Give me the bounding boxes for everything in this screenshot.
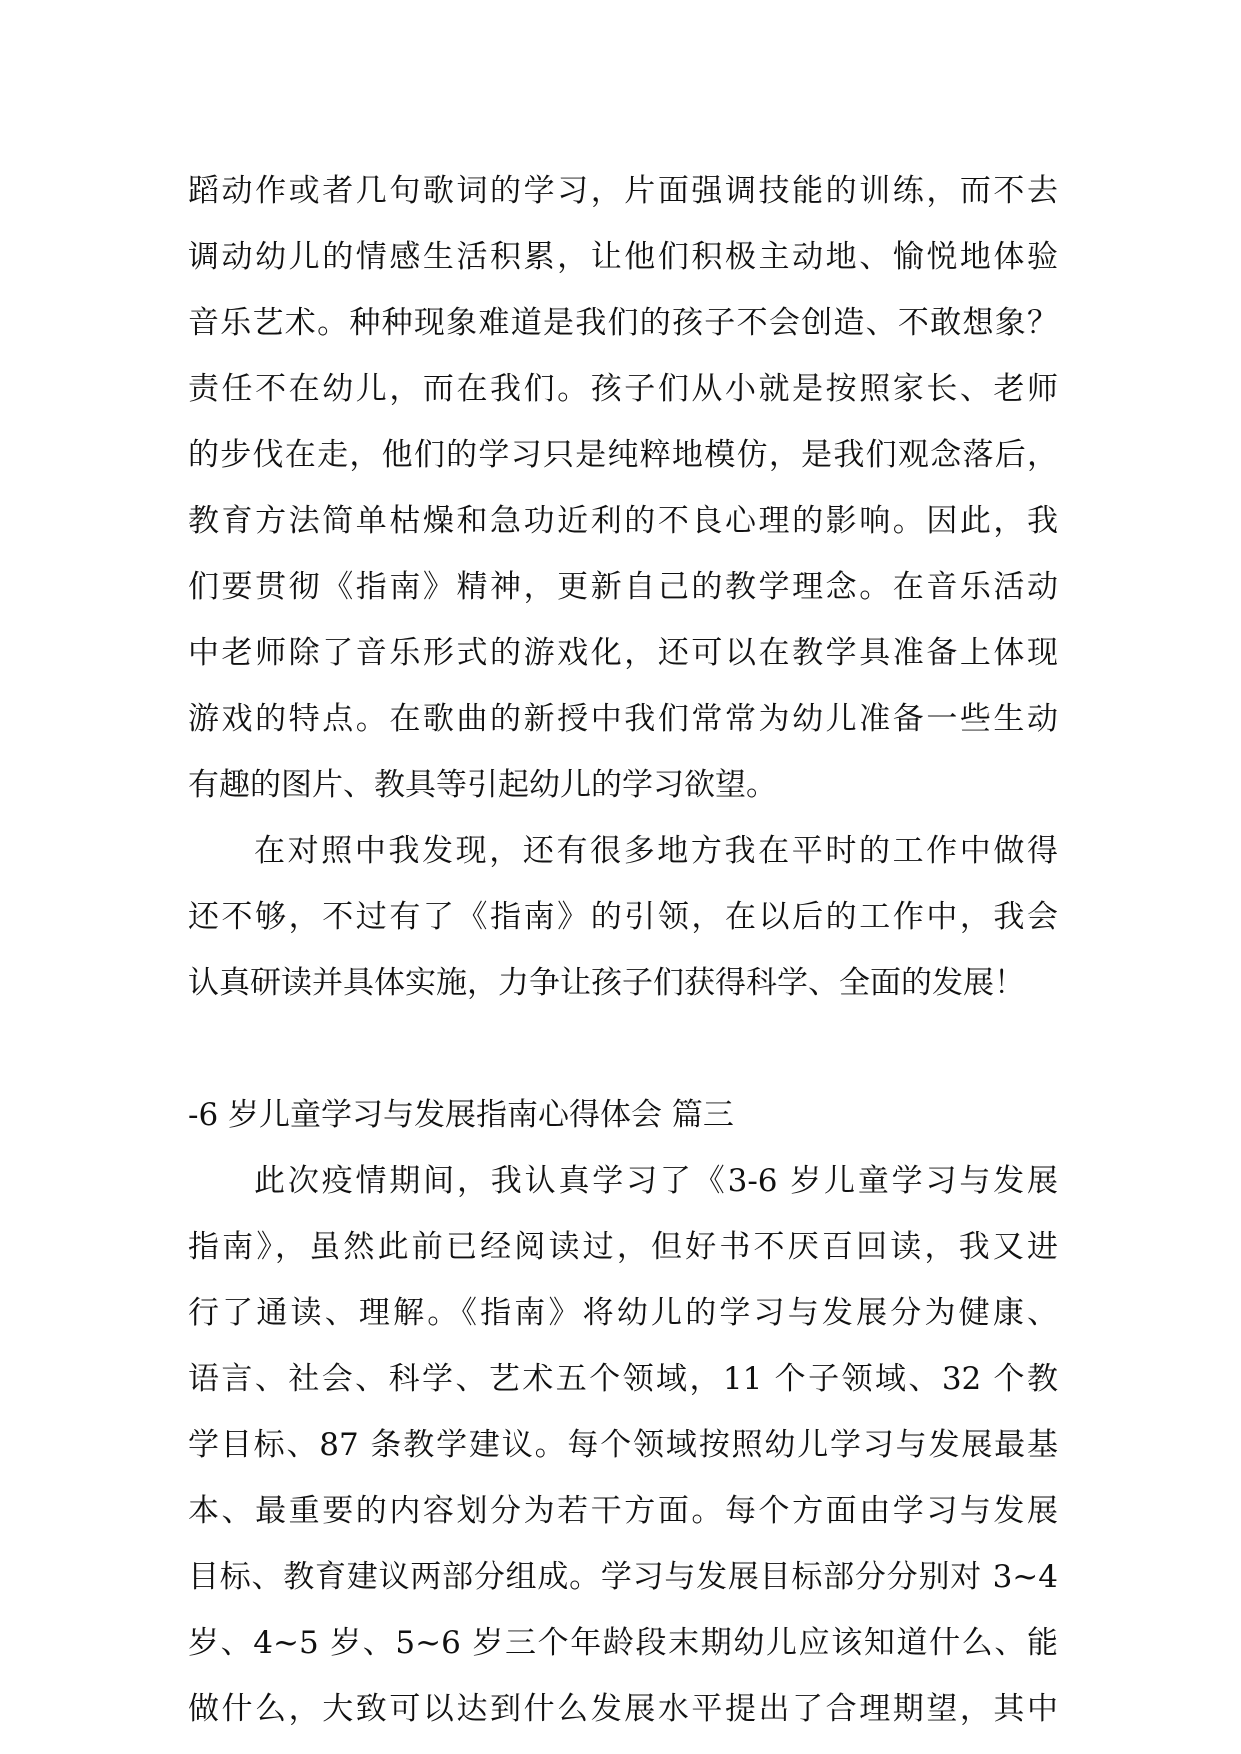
text-line: 有趣的图片、教具等引起幼儿的学习欲望。 [188, 767, 777, 803]
paragraph-conclusion [188, 818, 1058, 1016]
text-line: 音乐艺术。种种现象难道是我们的孩子不会创造、不敢想象？ [188, 305, 1058, 341]
text-line: 做什么，大致可以达到什么发展水平提出了合理期望，其中 [188, 1691, 1058, 1727]
text-line: 责任不在幼儿，而在我们。孩子们从小就是按照家长、老师 [188, 371, 1058, 407]
text-line: 蹈动作或者几句歌词的学习，片面强调技能的训练，而不去 [188, 173, 1058, 209]
text-line: 们要贯彻《指南》精神，更新自己的教学理念。在音乐活动 [188, 569, 1058, 605]
text-line: 指南》，虽然此前已经阅读过，但好书不厌百回读，我又进 [188, 1229, 1058, 1265]
text-line: 游戏的特点。在歌曲的新授中我们常常为幼儿准备一些生动 [188, 701, 1058, 737]
text-line: 认真研读并具体实施，力争让孩子们获得科学、全面的发展！ [188, 965, 1025, 1001]
text-line: 中老师除了音乐形式的游戏化，还可以在教学具准备上体现 [188, 635, 1058, 671]
section-heading: -6 岁儿童学习与发展指南心得体会 篇三 [188, 1097, 734, 1133]
text-line: 行了通读、理解。《指南》将幼儿的学习与发展分为健康、 [188, 1295, 1058, 1331]
text-line: 本、最重要的内容划分为若干方面。每个方面由学习与发展 [188, 1493, 1058, 1529]
text-line: 在对照中我发现，还有很多地方我在平时的工作中做得 [254, 833, 1058, 869]
text-line: 岁、4~5 岁、5~6 岁三个年龄段末期幼儿应该知道什么、能 [188, 1625, 1058, 1661]
text-line: 学目标、87 条教学建议。每个领域按照幼儿学习与发展最基 [188, 1427, 1058, 1463]
text-line: 语言、社会、科学、艺术五个领域，11 个子领域、32 个教 [188, 1361, 1058, 1397]
text-line: 目标、教育建议两部分组成。学习与发展目标部分分别对 3~4 [188, 1559, 1058, 1595]
text-line: 教育方法简单枯燥和急功近利的不良心理的影响。因此，我 [188, 503, 1058, 539]
paragraph-section-three [188, 1148, 1058, 1742]
text-line: 还不够，不过有了《指南》的引领，在以后的工作中，我会 [188, 899, 1058, 935]
text-line: 调动幼儿的情感生活积累，让他们积极主动地、愉悦地体验 [188, 239, 1058, 275]
document-body [188, 158, 1058, 1742]
text-line: 此次疫情期间，我认真学习了《3-6 岁儿童学习与发展 [254, 1163, 1058, 1199]
text-line: 的步伐在走，他们的学习只是纯粹地模仿，是我们观念落后， [188, 437, 1058, 473]
paragraph-continuation [188, 158, 1058, 818]
paragraph-gap [188, 1016, 1058, 1082]
